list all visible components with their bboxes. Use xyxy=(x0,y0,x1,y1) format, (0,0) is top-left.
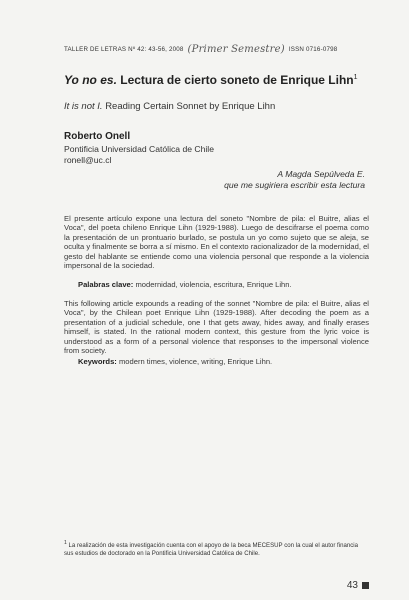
abstract-english: This following article expounds a reading of the sonnet "Nombre de pila: el Buitre, alias el Voca", by the Chilean poet Enrique Lihn (1929-1988). After decoding the poem as a presentation of a judicial schedule, one I that gets away, hides away, and finally erases himself, is stated. In the rational modern context, this gesture from the lyric voice is understood as a form of a personal violence that responses to the impersonal violence from society. xyxy=(64,299,369,356)
keywords-spanish xyxy=(64,280,369,289)
abstract-spanish: El presente artículo expone una lectura del soneto "Nombre de pila: el Buitre, alias el Voca", del poeta chileno Enrique Lihn (1929-1988). Luego de descifrarse el poema como la presentación de un prontuario burlado, se postula un yo como sujeto que se aleja, se oculta y finalmente se borra a sí mismo. En el contexto racionalizador de la modernidad, el gesto del hablante se entiende como una violencia personal que responde a la violencia impersonal de la sociedad. xyxy=(64,214,369,271)
handwritten-note: (Primer Semestre) xyxy=(187,44,285,55)
keywords-english-label: Keywords: xyxy=(78,357,117,366)
subtitle-italic: It is not I. xyxy=(64,101,103,112)
dedication-line-2: que me sugiriera escribir esta lectura xyxy=(224,180,365,190)
footnote-text: La realización de esta investigación cuenta con el apoyo de la beca MECESUP con la cual el autor financia sus estudios de doctorado en la Pontificia Universidad Católica de Chile. xyxy=(64,542,359,557)
page-number-text: 43 xyxy=(346,580,358,591)
footnote xyxy=(64,540,369,558)
journal-header xyxy=(64,44,369,55)
title-rest: Lectura de cierto soneto de Enrique Lihn xyxy=(120,73,354,87)
page-number xyxy=(347,580,369,591)
article-title xyxy=(64,71,371,87)
article-subtitle xyxy=(64,101,371,112)
dedication-line-1: A Magda Sepúlveda E. xyxy=(277,169,365,179)
dedication xyxy=(135,169,365,191)
keywords-spanish-list: modernidad, violencia, escritura, Enrique Lihn. xyxy=(135,280,292,289)
title-italic: Yo no es. xyxy=(64,73,117,87)
keywords-english-list: modern times, violence, writing, Enrique Lihn. xyxy=(118,357,273,366)
author-affiliation: Pontificia Universidad Católica de Chile xyxy=(64,144,214,154)
footnote-mark: 1 xyxy=(64,540,67,546)
subtitle-rest: Reading Certain Sonnet by Enrique Lihn xyxy=(105,101,276,112)
issn: ISSN 0716-0798 xyxy=(288,46,338,53)
author-email[interactable]: ronell@uc.cl xyxy=(64,155,112,165)
square-marker-icon xyxy=(362,582,369,589)
journal-citation: TALLER DE LETRAS Nº 42: 43-56, 2008 xyxy=(64,46,184,53)
keywords-spanish-label: Palabras clave: xyxy=(78,280,134,289)
keywords-english xyxy=(64,357,369,366)
title-footnote-mark: 1 xyxy=(353,74,358,81)
author-name: Roberto Onell xyxy=(64,131,131,142)
